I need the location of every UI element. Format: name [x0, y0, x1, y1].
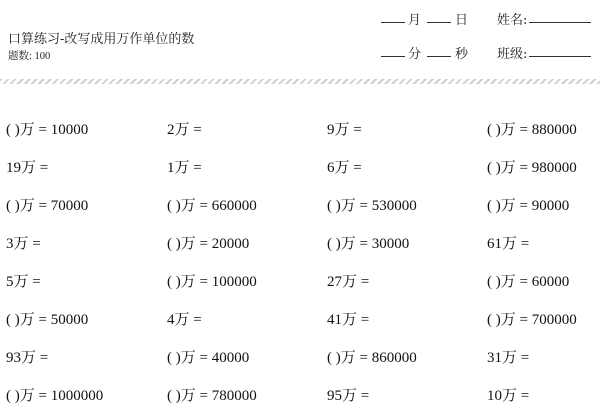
problem-cell[interactable]: 6万 =	[327, 160, 362, 176]
problem-cell[interactable]: 4万 =	[167, 312, 202, 328]
problem-cell[interactable]: ( )万 = 20000	[167, 236, 250, 252]
problem-cell[interactable]: ( )万 = 530000	[327, 198, 417, 214]
problem-cell[interactable]: ( )万 = 860000	[327, 350, 417, 366]
hatched-divider	[0, 79, 600, 84]
problem-cell[interactable]: ( )万 = 660000	[167, 198, 257, 214]
info-fields	[0, 0, 600, 82]
problem-cell[interactable]: 1万 =	[167, 160, 202, 176]
problem-cell[interactable]: 10万 =	[487, 388, 530, 404]
problem-cell[interactable]: 3万 =	[6, 236, 41, 252]
problem-cell[interactable]: ( )万 = 40000	[167, 350, 250, 366]
problem-cell[interactable]: ( )万 = 90000	[487, 198, 570, 214]
problem-cell[interactable]: ( )万 = 70000	[6, 198, 89, 214]
worksheet-title: 口算练习-改写成用万作单位的数	[8, 32, 195, 47]
problem-cell[interactable]: 61万 =	[487, 236, 530, 252]
problem-cell[interactable]: ( )万 = 700000	[487, 312, 577, 328]
problem-cell[interactable]: 27万 =	[327, 274, 370, 290]
problem-cell[interactable]: 9万 =	[327, 122, 362, 138]
problem-cell[interactable]: ( )万 = 980000	[487, 160, 577, 176]
problem-cell[interactable]: 31万 =	[487, 350, 530, 366]
name-label: 姓名:	[497, 13, 528, 28]
problem-cell[interactable]: ( )万 = 880000	[487, 122, 577, 138]
class-field[interactable]	[529, 56, 591, 57]
problem-cell[interactable]: ( )万 = 780000	[167, 388, 257, 404]
problem-cell[interactable]: 95万 =	[327, 388, 370, 404]
second-label: 秒	[455, 47, 469, 62]
problem-cell[interactable]: ( )万 = 60000	[487, 274, 570, 290]
day-label: 日	[455, 13, 469, 28]
day-blank[interactable]	[427, 22, 451, 23]
minute-label: 分	[408, 47, 422, 62]
problem-cell[interactable]: ( )万 = 100000	[167, 274, 257, 290]
problem-cell[interactable]: ( )万 = 1000000	[6, 388, 104, 404]
worksheet-header	[0, 0, 600, 82]
problem-cell[interactable]: 93万 =	[6, 350, 49, 366]
second-blank[interactable]	[427, 56, 451, 57]
problem-cell[interactable]: ( )万 = 50000	[6, 312, 89, 328]
problem-cell[interactable]: 41万 =	[327, 312, 370, 328]
problem-cell[interactable]: 5万 =	[6, 274, 41, 290]
name-field[interactable]	[529, 22, 591, 23]
class-label: 班级:	[497, 47, 528, 62]
problem-count: 题数: 100	[8, 51, 51, 62]
problem-cell[interactable]: ( )万 = 30000	[327, 236, 410, 252]
month-label: 月	[408, 13, 422, 28]
problem-cell[interactable]: 2万 =	[167, 122, 202, 138]
minute-blank[interactable]	[381, 56, 405, 57]
problem-cell[interactable]: 19万 =	[6, 160, 49, 176]
month-blank[interactable]	[381, 22, 405, 23]
problem-cell[interactable]: ( )万 = 10000	[6, 122, 89, 138]
